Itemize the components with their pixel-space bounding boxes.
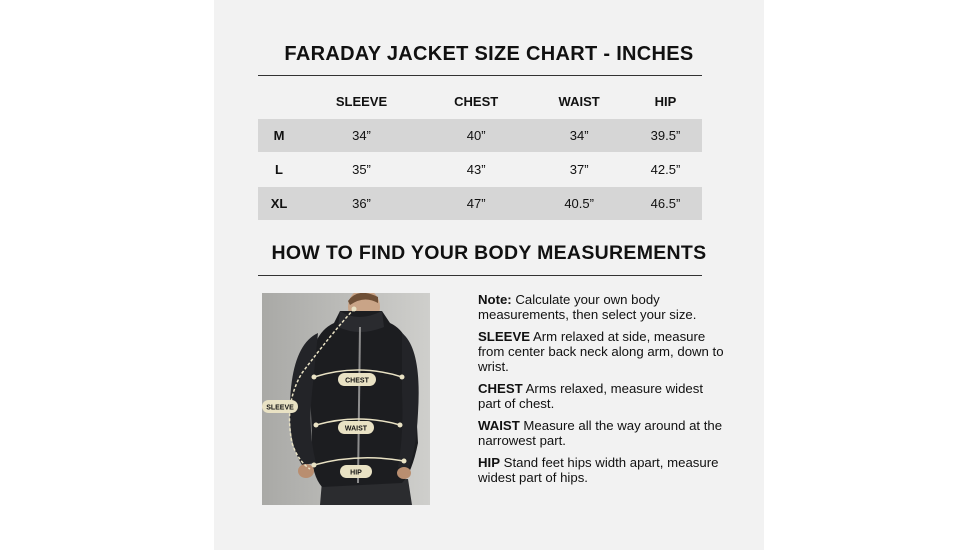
size-cell: XL xyxy=(258,187,300,221)
waist-cell: 34” xyxy=(529,119,629,153)
section-title: HOW TO FIND YOUR BODY MEASUREMENTS xyxy=(271,242,707,264)
waist-term: WAIST xyxy=(478,418,520,433)
hip-cell: 46.5” xyxy=(629,187,702,221)
waist-text: Measure all the way around at the narrowest part. xyxy=(478,418,723,448)
column-header-sleeve: SLEEVE xyxy=(335,93,388,109)
chest-term: CHEST xyxy=(478,381,523,396)
sleeve-tag-label: SLEEVE xyxy=(266,404,294,412)
table-row xyxy=(258,153,702,187)
hip-paragraph xyxy=(478,455,726,485)
waist-tag xyxy=(338,421,374,434)
size-cell: M xyxy=(258,119,300,153)
note-term: Note: xyxy=(478,292,512,307)
jacket-illustration xyxy=(262,293,430,505)
waist-tag-label: WAIST xyxy=(344,425,368,433)
sleeve-cell: 36” xyxy=(300,187,423,221)
sleeve-paragraph xyxy=(478,329,726,374)
chest-tag xyxy=(338,373,376,386)
sleeve-term: SLEEVE xyxy=(478,329,531,344)
column-header xyxy=(258,84,300,119)
waist-cell: 40.5” xyxy=(529,187,629,221)
chest-tag-label: CHEST xyxy=(345,377,369,385)
chest-cell: 40” xyxy=(423,119,529,153)
chest-paragraph xyxy=(478,381,726,411)
size-table xyxy=(258,84,702,220)
waist-cell: 37” xyxy=(569,162,589,177)
hip-cell: 39.5” xyxy=(629,119,702,153)
table-header-row xyxy=(258,84,702,119)
column-header-chest: CHEST xyxy=(454,93,499,109)
hip-tag xyxy=(340,465,372,478)
waist-paragraph xyxy=(478,418,726,448)
title-divider xyxy=(258,75,702,76)
chest-cell: 47” xyxy=(423,187,529,221)
hip-cell: 42.5” xyxy=(650,162,681,177)
sleeve-tag xyxy=(262,400,298,413)
column-header-hip: HIP xyxy=(654,93,677,109)
section-divider xyxy=(258,275,702,276)
page-title: FARADAY JACKET SIZE CHART - INCHES xyxy=(284,43,694,65)
table-row xyxy=(258,119,702,153)
note-paragraph xyxy=(478,292,726,322)
hip-tag-label: HIP xyxy=(350,469,362,477)
sleeve-text: Arm relaxed at side, measure from center back neck along arm, down to wrist. xyxy=(478,329,724,374)
model-photo xyxy=(262,293,430,505)
sleeve-cell: 35” xyxy=(352,162,371,177)
size-cell: L xyxy=(275,162,283,177)
chest-cell: 43” xyxy=(466,162,486,177)
chest-text: Arms relaxed, measure widest part of chest. xyxy=(478,381,704,411)
note-text: Calculate your own body measurements, then select your size. xyxy=(478,292,697,322)
size-chart-panel xyxy=(214,0,764,550)
measurement-instructions xyxy=(478,292,726,492)
hip-text: Stand feet hips width apart, measure widest part of hips. xyxy=(478,455,719,485)
hip-term: HIP xyxy=(478,455,500,470)
sleeve-cell: 34” xyxy=(300,119,423,153)
table-row xyxy=(258,187,702,221)
column-header-waist: WAIST xyxy=(558,93,600,109)
